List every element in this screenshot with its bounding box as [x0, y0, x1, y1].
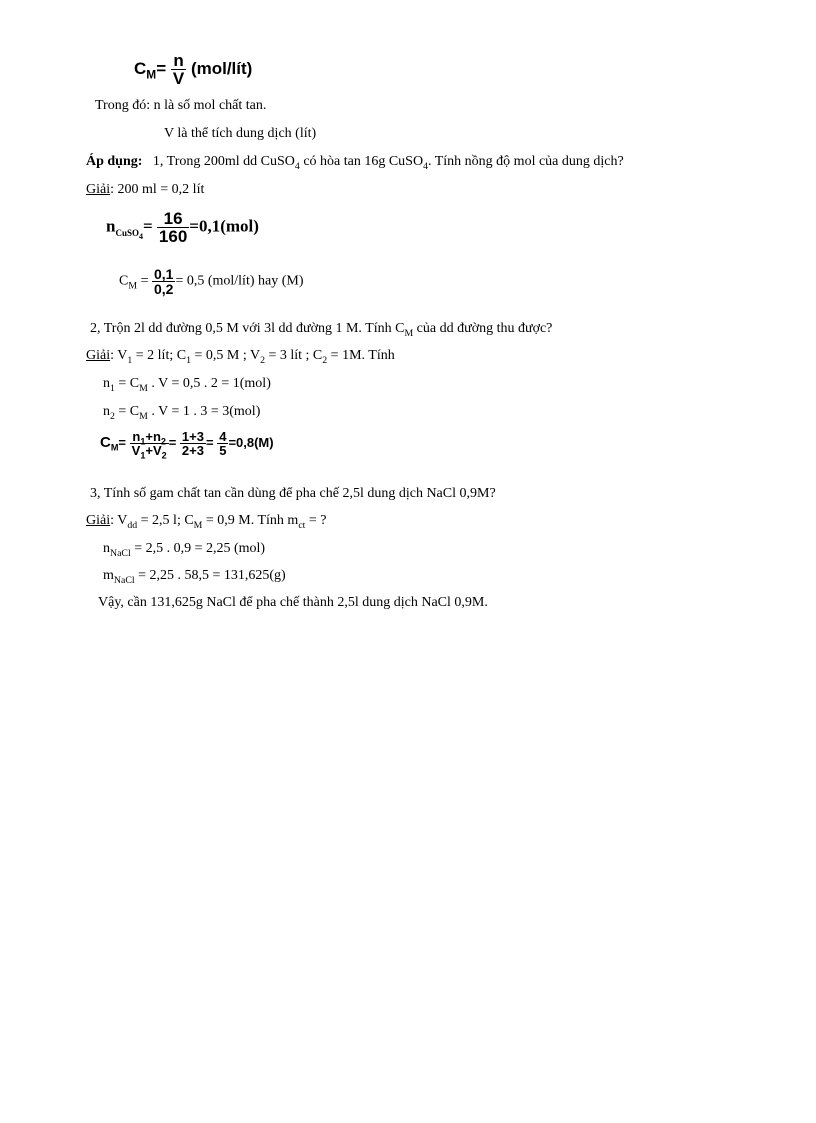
sum-fraction: $\frac{1+3}{2+3}$: [181, 429, 204, 458]
solution-2-line: Giải: $V_1 = 2$ lít; $C_1 = 0,5$ M ; $V_2 = 3$ lít ; $C_2 = 1M$. Tính: [86, 348, 395, 366]
four-fifths-fraction: $\frac{4}{5}$: [219, 429, 227, 458]
n2-calc: $n_2 = C_M$ . V = 1 . 3 = 3(mol): [103, 404, 261, 422]
nacl-moles-calc: $n_{NaCl} = 2,5$ . 0,9 = 2,25 (mol): [103, 541, 266, 559]
cm-mixture-formula: $C_M=$ $\frac{n_1+n_2}{V_1+V_2}$ = $\frac{1+3}{2+3}$ = $\frac{4}{5}$ =0,8(M): [100, 429, 274, 461]
solution-label: Giải: [86, 182, 111, 197]
where-line-2: V là thể tích dung dịch (lít): [164, 126, 317, 141]
apply-problem-1: Áp dụng: 1, Trong 200ml dd CuSO$_4$ có hòa tan 16g CuSO$_4$. Tính nồng độ mol của dung dịch?: [86, 154, 624, 172]
solution-1-line: Giải: 200 ml = 0,2 lít: [86, 182, 205, 197]
n-over-v-fraction: $\frac{n}{V}$: [172, 51, 185, 88]
conclusion: Vậy, cần 131,625g NaCl để pha chế thành 2,5l dung dịch NaCl 0,9M.: [98, 595, 488, 610]
where-line-1: Trong đó: n là số mol chất tan.: [95, 98, 267, 113]
solution-label: Giải: [86, 348, 111, 363]
apply-label: Áp dụng:: [86, 154, 143, 169]
n1-calc: $n_1 = C_M$ . V = 0,5 . 2 = 1(mol): [103, 376, 271, 394]
concentration-formula: $C_M=$ $\frac{n}{V}$ (mol/lít): [134, 51, 253, 88]
solution-label: Giải: [86, 513, 111, 528]
problem-3: 3, Tính số gam chất tan cần dùng để pha chế 2,5l dung dịch NaCl 0,9M?: [90, 486, 496, 501]
cm-result-1: $C_M$ = $\frac{0,1}{0,2}$ = 0,5 (mol/lít) hay (M): [119, 266, 304, 297]
nacl-mass-calc: $m_{NaCl} = 2,25$ . 58,5 = 131,625(g): [103, 568, 286, 586]
moles-over-volume-fraction: $\frac{n_1+n_2}{V_1+V_2}$: [131, 429, 167, 461]
solution-3-line: Giải: $V_{dd} = 2,5$ l; $C_M = 0,9$ M. Tính $m_{ct}$ = ?: [86, 513, 327, 531]
mass-over-molar-fraction: $\frac{16}{160}$: [158, 209, 188, 246]
moles-cuso4-formula: $n_{CuSO_4}=$ $\frac{16}{160}$ =0,1(mol): [106, 209, 259, 246]
problem-2: 2, Trộn 2l dd đường 0,5 M với 3l dd đường 1 M. Tính $C_M$ của dd đường thu được?: [90, 321, 553, 339]
cm-fraction: $\frac{0,1}{0,2}$: [153, 266, 174, 297]
